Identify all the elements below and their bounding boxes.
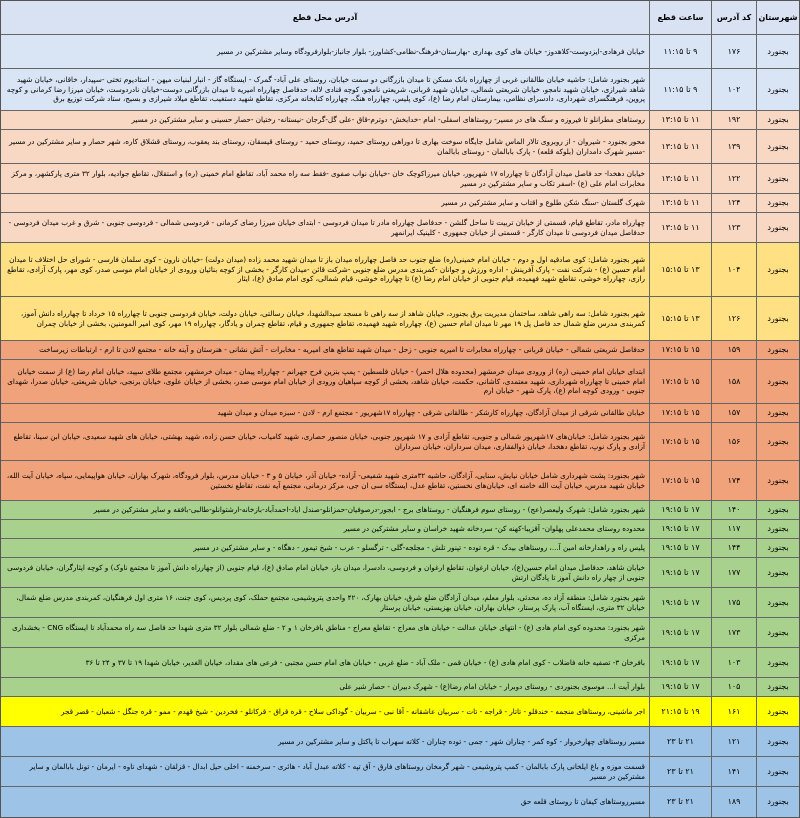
row-address: حدفاصل شریعتی شمالی - خیابان قربانی - چهارراه مخابرات تا امیریه جنوبی - زحل - میدان شهید تقاطع های امیریه - مخابرات - آتش نشانی - هنرستان و آینه خانه - مجتمع لادن تا ارم - ارتباطات زیرساخت [39, 345, 645, 355]
table-row [1, 558, 799, 588]
table-row [1, 501, 799, 520]
row-time: ۱۷ تا ۱۹:۱۵ [649, 618, 711, 647]
row-time: ۲۱ تا ۲۳ [649, 757, 711, 786]
row-time: ۲۱ تا ۲۳ [649, 787, 711, 817]
row-address: روستاهای مطرانلو تا فیروزه و سنگ های در مسیر- روستاهای اسفلی- امام -خدابخش- دوترم-قاق -علی گل-گرجان -نیستانه- رختیان -حصار حسینی و سایر مشترکین در مسیر [131, 115, 645, 125]
row-time: ۱۱ تا ۱۳:۱۵ [649, 194, 711, 212]
table-row [1, 360, 799, 404]
table-row [1, 297, 799, 341]
table-row [1, 111, 799, 130]
row-address: شهر بجنورد شامل: خیابان‌های ۱۷شهریور شمالی و جنوبی، تقاطع آزادی و ۱۷ شهریور جنوبی، خیابان منصور حصاری، شهید کامیاب، خیابان حسن زاده، شهید بهشتی، خیابان های شهید سعیدی، خیابان ابن سینا، تقاطع آزادی و پارک نوپ، تقاطع دهخدا، خیابان ذوالفقاری، میدان سرداران، خیابان سرداران [13, 431, 645, 451]
table-row [1, 69, 799, 111]
row-address: خیابان دهخدا- حد فاصل میدان آزادگان تا چهارراه ۱۷ شهریور، خیابان میرزاکوچک خان -خیابان نواب صفوی -فقط سه راه محمد آباد، تقاطع امام خمینی (ره) و استقلال، تقاطع جوادیه، بلوار ۳۲ متری پارکشهر، و مرکز مخابرات امام علی (ع) -اسفر تکاب و سایر مشترکین در مسیر [11, 168, 645, 188]
header-time: ساعت قطع [649, 1, 711, 34]
table-row [1, 520, 799, 539]
row-address: شهر بجنورد شامل: حاشیه خیابان طالقانی غربی از چهارراه بانک مسکن تا میدان بازرگانی دو سمت خیابان، روستای علی آباد- گمرک - ایستگاه گاز - انبار لبنیات میهن - استادیوم تختی -سپیدار، خاقانی، خیابان شهید شاهد شیرازی، خیابان شهید نامجو، خیابان شریعتی شمالی، خیابان شهید قربانی، شریعتی نامجو، کوچه قنادی لاله، حدفاصل چهارراه امیریه تا میدان بازرگانی دوست-خیابان نادردوست، خیابان میرزا رضا کرمانی و کوچه پروین، فرهنگسرای شهرداری، دادسرای نظامی، بیمارستان امام رضا (ع)، کوی پلیس، چهارراه هنگ، چهارراه کتابخانه مرکزی، تقاطع شهید دستغیب، تقاطع میلاد شیرازی و بسیج، ستاد شرکت توزیع برق [6, 75, 645, 104]
row-city: بجنورد [756, 558, 799, 587]
row-time: ۱۵ تا ۱۷:۱۵ [649, 461, 711, 500]
table-row [1, 787, 799, 817]
header-address: آدرس محل قطع [1, 1, 649, 34]
row-time: ۱۵ تا ۱۷:۱۵ [649, 360, 711, 403]
table-row [1, 404, 799, 423]
row-address: محدوده روستای محمدعلی پهلوان- آقزیبا-کهنه کن- سردخانه شهید خراسان و سایر مشترکین در مسیر [343, 524, 645, 534]
row-address: شهر بجنورد شامل: شهرک ولیعصر(عج) - روستای سوم فرهنگیان - روستاهای برج - ابجور-درصوفیان-حمزانلو-صندل ایاد-احمدآباد-بازخانه-ارشتوانلو-طالبی-بافقه و سایر مشترکین در مسیر [93, 505, 645, 515]
row-code: ۱۱۷ [711, 520, 756, 538]
header-city: شهرستان [756, 1, 799, 34]
row-city: بجنورد [756, 194, 799, 212]
row-code: ۱۷۷ [711, 558, 756, 587]
row-city: بجنورد [756, 697, 799, 726]
row-city: بجنورد [756, 404, 799, 422]
row-time: ۱۷ تا ۱۹:۱۵ [649, 678, 711, 696]
row-code: ۱۸۹ [711, 787, 756, 817]
row-code: ۱۵۸ [711, 360, 756, 403]
table-row [1, 648, 799, 678]
row-time: ۲۱ تا ۲۳ [649, 727, 711, 756]
row-code: ۱۰۲ [711, 69, 756, 110]
row-city: بجنورد [756, 423, 799, 460]
row-code: ۱۰۵ [711, 678, 756, 696]
row-code: ۱۴۴ [711, 539, 756, 557]
table-row [1, 164, 799, 194]
row-city: بجنورد [756, 461, 799, 500]
row-time: ۹ تا ۱۱:۱۵ [649, 35, 711, 68]
row-time: ۱۱ تا ۱۳:۱۵ [649, 164, 711, 193]
table-body [1, 35, 799, 817]
row-address: بلوار آیت ا... موسوی بجنوردی - روستای دوبرار - خیابان امام رضا(ع) - شهرک دبیران - حصار شیر علی [339, 682, 645, 692]
row-code: ۱۳۹ [711, 130, 756, 163]
row-time: ۱۷ تا ۱۹:۱۵ [649, 501, 711, 519]
row-city: بجنورد [756, 757, 799, 786]
row-time: ۱۱ تا ۱۳:۱۵ [649, 111, 711, 129]
row-address: چهارراه مادر، تقاطع قیام، قسمتی از خیابان تربیت تا ساحل گلشن - حدفاصل چهارراه مادر تا میدان فردوسی - ابتدای خیابان میرزا رضای کرمانی - فردوسی شمالی - فردوسی جنوبی - شرق و غرب میدان فردوسی - حدفاصل میدان فردوسی تا میدان کارگر - قسمتی از خیابان جمهوری - کلینیک ایرانمهر [8, 217, 645, 237]
row-time: ۱۹ تا ۲۱:۱۵ [649, 697, 711, 726]
table-row [1, 727, 799, 757]
row-time: ۱۷ تا ۱۹:۱۵ [649, 520, 711, 538]
row-code: ۱۵۹ [711, 341, 756, 359]
row-city: بجنورد [756, 539, 799, 557]
row-code: ۱۲۱ [711, 727, 756, 756]
row-address: پلیس راه و راهدارخانه امین آ...، روستاهای بیدک - قره توده - تپنور تلش - مجلجه-گلی - ترگسلو - عرب - شیخ تیمور - دهگاه - و سایر مشترکین در مسیر [193, 543, 645, 553]
row-code: ۱۵۶ [711, 423, 756, 460]
table-row [1, 243, 799, 297]
row-city: بجنورد [756, 111, 799, 129]
row-city: بجنورد [756, 501, 799, 519]
row-address: شهر بجنورد شامل: کوی صادقیه اول و دوم - خیابان امام خمینی(ره) ضلع جنوب حد فاصل چهارراه میدان باز تا میدان شهید محمد زاده (میدان دولت) -خیابان نارون - کوی سلمان فارسی - شورای حل اختلاف تا میدان امام حسین (ع) - شرکت نفت - پارک آفرینش - اداره ورزش و جوانان -کمربندی مدرس ضلع جنوبی -شرکت قائن -میدان کارگر - بخشی از کوچه بنائیان ورودی از خیابان امام موسی صدر، کوی مهر، پارک آزادی، تقاطع رازی، چهارراه خوشی، تقاطع شهید فهمیده، قیام جنوبی از خیابان امام رضا (ع) تا چهارراه خوشی، قیام شمالی، کوی امام صادق (ع)، ایثار [7, 255, 645, 284]
row-code: ۱۹۲ [711, 111, 756, 129]
row-code: ۱۷۳ [711, 618, 756, 647]
row-code: ۱۲۶ [711, 297, 756, 340]
row-code: ۱۵۷ [711, 404, 756, 422]
row-address: خیابان شاهد، حدفاصل میدان امام حسین(ع)، خیابان ارغوان، تقاطع ارغوان و فردوسی، دادسرا، میدان باز، خیابان امام صادق (ع)، قیام جنوبی (از چهارراه دانش آموز تا مجتمع ناوک) و کوچه ایثارگران، خیابان فردوسی جنوبی از چهار راه دانش آموز تا پادگان ارتش [7, 562, 645, 582]
row-address: شهر بجنورد شامل: منطقه آزاد ده، محدثی، بلوار معلم، میدان آزادگان ضلع شرق، خیابان بهارک، ۴۲۰ واحدی پتروشیمی، مجتمع حملک، کوی پردیس، کوی جنت، ۱۶ متری اول فرهنگیان، کمربندی مدرس ضلع شمال، خیابان ۳۲ متری، ایستگاه آب، پارک پرستار، خیابان بهاران، خیابان بهزیستی، خیابان پرستار [16, 592, 645, 612]
row-time: ۱۷ تا ۱۹:۱۵ [649, 539, 711, 557]
row-city: بجنورد [756, 243, 799, 296]
row-city: بجنورد [756, 69, 799, 110]
row-time: ۱۵ تا ۱۷:۱۵ [649, 423, 711, 460]
table-row [1, 461, 799, 501]
row-city: بجنورد [756, 727, 799, 756]
row-time: ۱۷ تا ۱۹:۱۵ [649, 558, 711, 587]
row-time: ۹ تا ۱۱:۱۵ [649, 69, 711, 110]
row-city: بجنورد [756, 297, 799, 340]
row-city: بجنورد [756, 341, 799, 359]
table-row [1, 213, 799, 243]
row-code: ۱۷۵ [711, 588, 756, 617]
row-city: بجنورد [756, 648, 799, 677]
row-address: ابتدای خیابان امام خمینی (ره) از ورودی میدان خرمشهر (محدوده هلال احمر) - خیابان فلسطین - پمپ بنزین فرح جهرانم - چهارراه پیمان - میدان خرمشهر، مجتمع طلای سپید، خیابان امام رضا (ع) از سمت خیابان امام خمینی تا چهارراه شهرداری، شهید معتمدی، کاشانی، حکمت، خیابان شاهد، بخشی از کوچه سپاهیان ورودی از خیابان امام موسی صدر، بخشی از خیابان علوی، خیابان برنجی، خیابان شریعتی، خیابان صدرا، شهدای جنوبی - ورودی کوچه امام (ع)، پارک شهر - خیابان ارم [7, 367, 645, 396]
row-address: قسمت موزه و باغ ایلخانی پارک بابالمان - کمپ پتروشیمی - شهر گرمخان روستاهای فارق - آق تپه - کلاته عبدل آباد - هائری - سرخمنه - اخلی حیل ابدال - قزلقان - شهدای تاوه - ایرمان - تونل بابالمان و سایر مشترکین در مسیر [29, 761, 645, 781]
row-time: ۱۵ تا ۱۷:۱۵ [649, 404, 711, 422]
row-code: ۱۴۰ [711, 501, 756, 519]
row-city: بجنورد [756, 213, 799, 242]
row-time: ۱۱ تا ۱۳:۱۵ [649, 130, 711, 163]
row-address: بافرخان ۳- تصفیه خانه فاضلاب - کوی امام هادی (ع) - خیابان قمی - ملک آباد - ضلع غربی - خیابان های امام حسن مجتبی - فرعی های مقداد، خیابان الغدیر، خیابان شهدا ۱۹ تا ۳۷ و ۲۴ تا ۳۶ [85, 657, 645, 667]
row-address: شهر بجنورد شامل: سه راهی شاهد، ساختمان مدیریت برق بجنورد، خیابان شاهد از سه راهی تا مسجد سیدالشهدا، خیابان رسالتی، خیابان دولت، خیابان فردوسی جنوبی تا چهارراه ۱۵ خرداد تا چهارراه دانش آموز، کمربندی مدرس ضلع شمال حد فاصل پل ۱۹ مهر تا میدان امام حسین (ع)، چهارراه شهید فهمیده، تقاطع جمهوری و قیام، تقاطع چمران و یادگار، چهارراه ۱۹ مهر، کوی امیر المومنین، بخشی از خیابان چمران [20, 308, 645, 328]
table-row [1, 757, 799, 787]
row-time: ۱۷ تا ۱۹:۱۵ [649, 648, 711, 677]
row-address: شهر بجنورد: پشت شهرداری شامل خیابان نیایش، سنایی، آزادگان، حاشیه ۳۲متری شهید شفیعی- آزاده- خیابان آذر، خیابان ۵ و ۳ - خیابان مدرس، بلوار فرودگاه، شهرک بهاران، خیابان هواپیمایی، سپاه، خیابان آیت الله، خیابان شهید مدرس، خیابان آیت الله خامنه ای، خیابان‌های نخستین، تقاطع عدل، ایستگاه سی ان جی، مرکز درمانی، مجتمع آیه نفت، تقاطع نخستین [6, 470, 645, 490]
row-address: شهرک گلستان -سنگ شکن طلوع و اقتاب و سایر مشترکین در مسیر [441, 198, 645, 208]
row-city: بجنورد [756, 360, 799, 403]
row-code: ۱۷۴ [711, 461, 756, 500]
table-row [1, 697, 799, 727]
row-code: ۱۲۲ [711, 164, 756, 193]
table-row [1, 423, 799, 461]
table-row [1, 588, 799, 618]
table-row [1, 618, 799, 648]
row-address: شهر بجنورد: محدوده کوی امام هادی (ع) - انتهای خیابان عدالت - خیابان های معراج - تقاطع معراج - مناطق بافرخان ۱ و ۲ - ضلع شمالی بلوار ۳۲ متری شهدا حد فاصل سه راه محمدآباد تا ایستگاه CNG - بخشداری مرکزی [12, 622, 645, 642]
row-address: مسیرروستاهای کیفان تا روستای قلعه حق [520, 797, 645, 807]
row-address: خیابان طالقانی شرقی از میدان آزادگان، چهارراه کارشکر - طالقانی شرقی - چهارراه ۱۷شهریور - مجتمع ارم - لادن - سبزه میدان و میدان شهید [217, 408, 645, 418]
row-code: ۱۲۴ [711, 194, 756, 212]
row-time: ۱۳ تا ۱۵:۱۵ [649, 243, 711, 296]
row-time: ۱۱ تا ۱۳:۱۵ [649, 213, 711, 242]
table-row [1, 194, 799, 213]
row-address: مسیر روستاهای چهارخروار - کوه کمر - چناران شهر - جمی - توده چناران - کلاته سهراب تا پاکتل و سایر مشترکین در مسیر [278, 736, 645, 746]
row-code: ۱۰۳ [711, 648, 756, 677]
table-row [1, 539, 799, 558]
row-city: بجنورد [756, 588, 799, 617]
row-time: ۱۳ تا ۱۵:۱۵ [649, 297, 711, 340]
table-row [1, 341, 799, 360]
row-time: ۱۵ تا ۱۷:۱۵ [649, 341, 711, 359]
table-row [1, 130, 799, 164]
row-city: بجنورد [756, 164, 799, 193]
row-code: ۱۰۴ [711, 243, 756, 296]
row-city: بجنورد [756, 618, 799, 647]
row-code: ۱۴۱ [711, 757, 756, 786]
row-time: ۱۷ تا ۱۹:۱۵ [649, 588, 711, 617]
row-code: ۱۷۶ [711, 35, 756, 68]
row-code: ۱۶۱ [711, 697, 756, 726]
header-code: کد آدرس [711, 1, 756, 34]
row-city: بجنورد [756, 787, 799, 817]
row-code: ۱۲۳ [711, 213, 756, 242]
row-city: بجنورد [756, 678, 799, 696]
table-row [1, 35, 799, 69]
row-city: بجنورد [756, 130, 799, 163]
row-address: خیابان فرهادی-ایزدوست-کلاهدوز- خیابان های کوی بهداری -بهارستان-فرهنگ-نظامی-کشاورز- بلوار جانباز-بلوارفرودگاه وسایر مشترکین در مسیر [217, 46, 645, 56]
row-address: محور بجنورد - شیروان - از روبروی تالار الماس شامل جایگاه سوخت بهاری تا دوراهی روستای حمید، روستای حمید - روستای قیسقان، روستای بند یعقوب، روستای قشلاق کاره، شهر حصار و سایر مشترکین در مسیر -مسیر شهرک دامداران (بلوکه قلعه) - پارک بابالمان - روستای بابالمان [9, 136, 645, 156]
table-row [1, 678, 799, 697]
table-header [1, 1, 799, 35]
row-city: بجنورد [756, 35, 799, 68]
row-address: اجر ماشینی، روستاهای منجمه - خندقلو - تاتار - قراجه - تات - سربیان عاشقانه - آقا نبی - سربیان - گوداکی سلاح - قره قراق - قرکانلو - فخردین - شیخ قهدم - ممو - قره جنگل - شعبان - قصر قجر [61, 706, 645, 716]
row-city: بجنورد [756, 520, 799, 538]
